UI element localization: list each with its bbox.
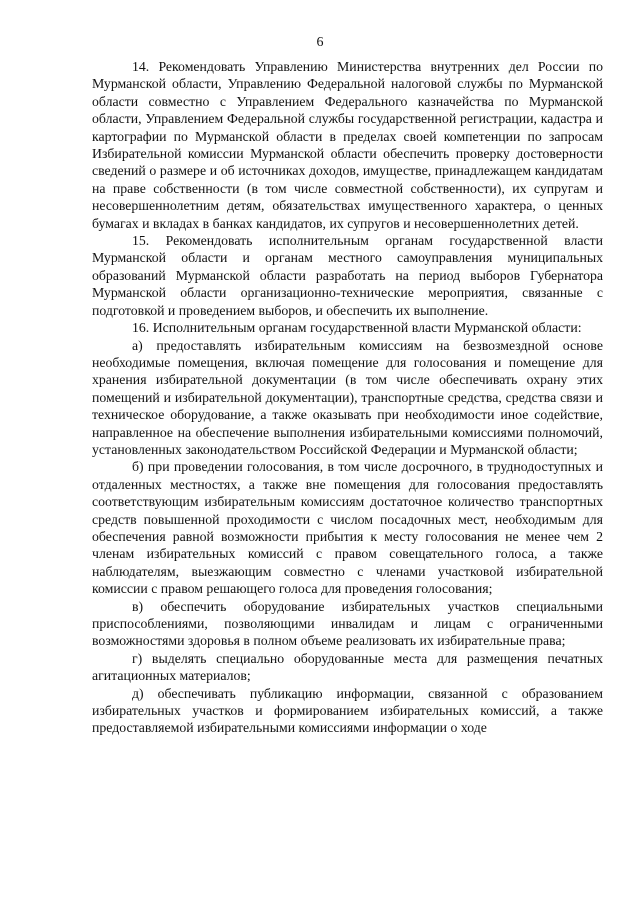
document-body	[92, 58, 603, 737]
paragraph-16-a: а) предоставлять избирательным комиссиям на безвозмездной основе необходимые помещения, включая помещение для голосования и помещение для хранения избирательной документации (в том числе обеспечивать охрану этих помещений и избирательной документации), транспортные средства, средства связи и техническое оборудование, а также оказывать при необходимости иное содействие, направленное на обеспечение выполнения избирательными комиссиями полномочий, установленных законодательством Российской Федерации и Мурманской области;	[92, 337, 603, 457]
paragraph-14: 14. Рекомендовать Управлению Министерства внутренних дел России по Мурманской области, Управлению Федеральной налоговой службы по Мурманской области совместно с Управлением Федерального казначейства по Мурманской области, Управлением Федеральной службы государственной регистрации, кадастра и картографии по Мурманской области в пределах своей компетенции по запросам Избирательной комиссии Мурманской области обеспечить проверку достоверности сведений о размере и об источниках доходов, имуществе, принадлежащем кандидатам на праве собственности (в том числе совместной собственности), их супругам и несовершеннолетним детям, обязательствах имущественного характера, о ценных бумагах и вкладах в банках кандидатов, их супругов и несовершеннолетних детей.	[92, 59, 603, 231]
paragraph-15: 15. Рекомендовать исполнительным органам государственной власти Мурманской области и органам местного самоуправления муниципальных образований Мурманской области разработать на период выборов Губернатора Мурманской области организационно-технические мероприятия, связанные с подготовкой и проведением выборов, и обеспечить их выполнение.	[92, 233, 603, 318]
paragraph-16: 16. Исполнительным органам государственной власти Мурманской области:	[132, 320, 582, 336]
paragraph-16-b: б) при проведении голосования, в том числе досрочного, в труднодоступных и отдаленных местностях, а также вне помещения для голосования предоставлять соответствующим избирательным комиссиям достаточное количество транспортных средств повышенной проходимости с числом посадочных мест, необходимым для обеспечения равной возможности прибытия к месту голосования не менее чем 2 членам избирательных комиссий с правом совещательного голоса, а также наблюдателям, выезжающим совместно с членами участковой избирательной комиссии с правом решающего голоса для проведения голосования;	[92, 459, 603, 597]
paragraph-16-g: г) выделять специально оборудованные места для размещения печатных агитационных материалов;	[92, 650, 603, 684]
paragraph-16-v: в) обеспечить оборудование избирательных участков специальными приспособлениями, позволяющими инвалидам и лицам с ограниченными возможностями здоровья в полном объеме реализовать их избирательные права;	[92, 598, 603, 649]
page-number: 6	[316, 35, 324, 50]
paragraph-16-d: д) обеспечивать публикацию информации, связанной с образованием избирательных участков и формированием избирательных комиссий, а также предоставляемой избирательными комиссиями информации о ходе	[92, 685, 603, 736]
